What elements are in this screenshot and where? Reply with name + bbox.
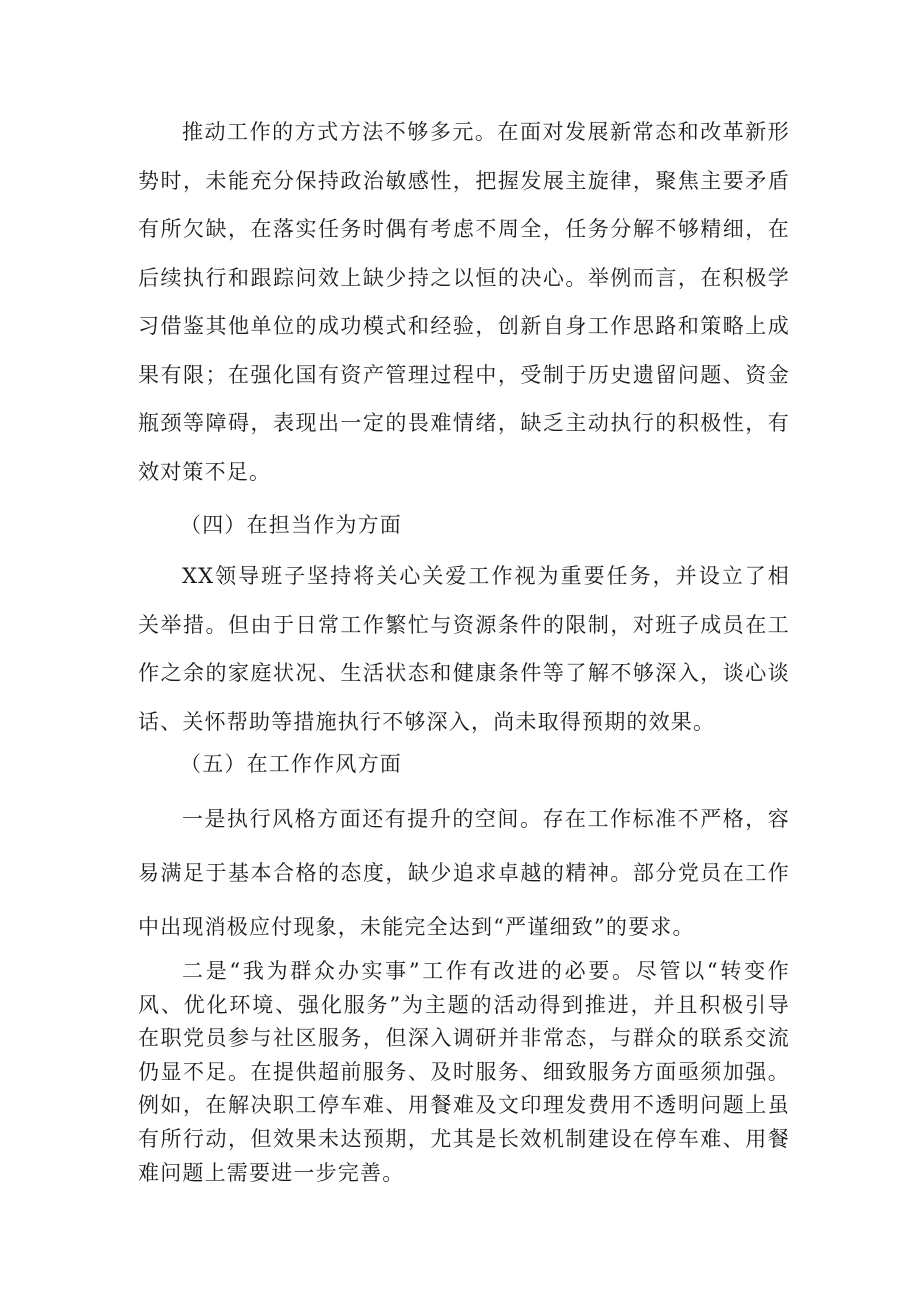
paragraph-execution-style: 一是执行风格方面还有提升的空间。存在工作标准不严格，容易满足于基本合格的态度，缺少追求卓越的精神。部分党员在工作中出现消极应付现象，未能完全达到“严谨细致”的要求。 xyxy=(138,807,790,939)
paragraph-leadership-care: XX领导班子坚持将关心关爱工作视为重要任务，并设立了相关举措。但由于日常工作繁忙与资源条件的限制，对班子成员在工作之余的家庭状况、生活状态和健康条件等了解不够深入，谈心谈话、关怀帮助等措施执行不够深入，尚未取得预期的效果。 xyxy=(138,564,790,734)
paragraph-work-methods: 推动工作的方式方法不够多元。在面对发展新常态和改革新形势时，未能充分保持政治敏感性，把握发展主旋律，聚焦主要矛盾有所欠缺，在落实任务时偶有考虑不周全，任务分解不够精细，在后续执行和跟踪问效上缺少持之以恒的决心。举例而言，在积极学习借鉴其他单位的成功模式和经验，创新自身工作思路和策略上成果有限；在强化国有资产管理过程中，受制于历史遗留问题、资金瓶颈等障碍，表现出一定的畏难情绪，缺乏主动执行的积极性，有效对策不足。 xyxy=(138,120,790,484)
paragraph-serve-the-masses: 二是“我为群众办实事”工作有改进的必要。尽管以“转变作风、优化环境、强化服务”为主题的活动得到推进，并且积极引导在职党员参与社区服务，但深入调研并非常态，与群众的联系交流仍显不足。在提供超前服务、及时服务、细致服务方面亟须加强。例如，在解决职工停车难、用餐难及文印理发费用不透明问题上虽有所行动，但效果未达预期，尤其是长效机制建设在停车难、用餐难问题上需要进一步完善。 xyxy=(138,959,790,1185)
section-heading-5: （五）在工作作风方面 xyxy=(180,752,402,776)
section-heading-4: （四）在担当作为方面 xyxy=(180,513,402,537)
